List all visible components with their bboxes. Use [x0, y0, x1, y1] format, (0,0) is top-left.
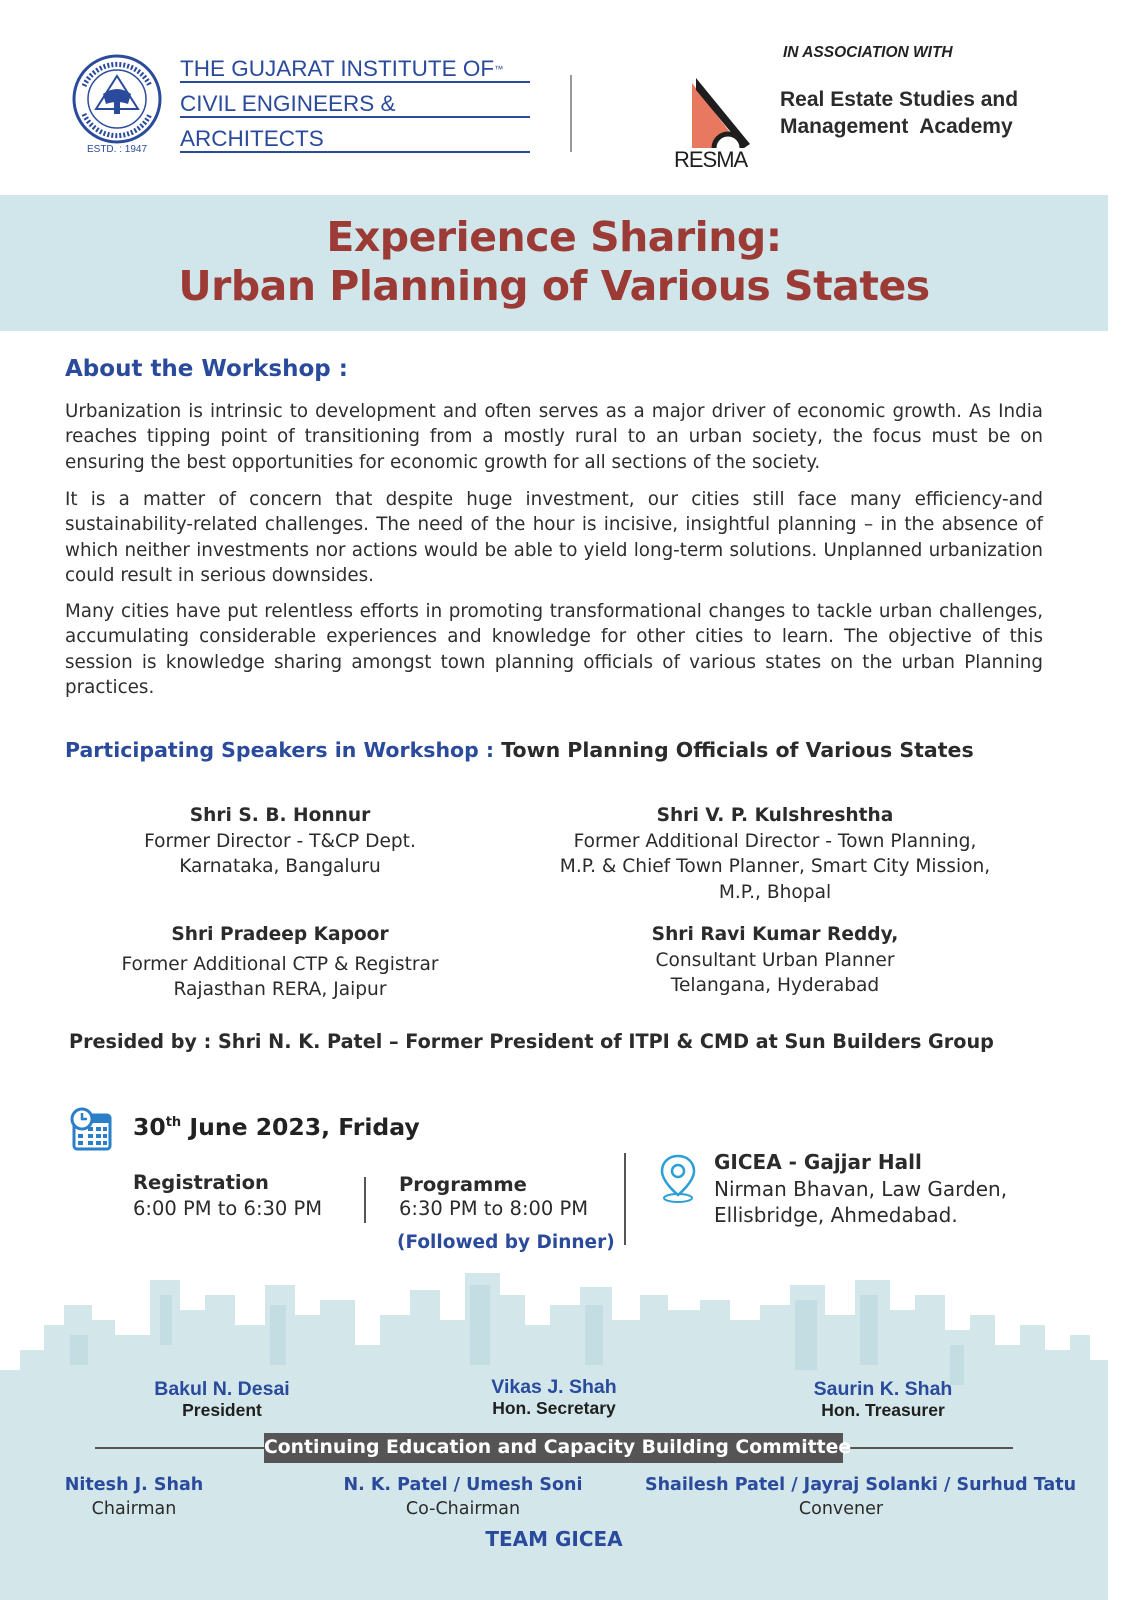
- about-heading: About the Workshop :: [65, 356, 348, 382]
- programme-label: Programme: [399, 1173, 527, 1196]
- office-bearer-president: Bakul N. Desai President: [154, 1378, 290, 1420]
- about-paragraph-3: Many cities have put relentless efforts in promoting transformational changes to tackle urban challenges, accumulating considerable experiences and knowledge for other cities to learn. The objective of this session is knowledge sharing amongst town planning officials of various states on the urban Planning practices.: [65, 601, 1043, 698]
- programme-time: 6:30 PM to 8:00 PM: [399, 1197, 589, 1220]
- registration-label: Registration: [133, 1171, 269, 1194]
- speaker-4: Shri Ravi Kumar Reddy, Consultant Urban Planner Telangana, Hyderabad: [651, 924, 899, 996]
- event-date: 30th June 2023, Friday: [133, 1113, 420, 1141]
- location-pin-icon: [658, 1153, 698, 1205]
- committee-convener: Shailesh Patel / Jayraj Solanki / Surhud Tatu Convener: [645, 1475, 1077, 1519]
- venue-divider: [624, 1153, 626, 1245]
- time-divider: [364, 1177, 366, 1223]
- speaker-3: Shri Pradeep Kapoor Former Additional CTP & Registrar Rajasthan RERA, Jaipur: [121, 924, 439, 1000]
- gicea-name: [180, 52, 530, 157]
- partner-name: Real Estate Studies and Management Academy: [780, 88, 1019, 138]
- presided-by: Presided by : Shri N. K. Patel – Former President of ITPI & CMD at Sun Builders Group: [69, 1030, 994, 1053]
- gicea-seal-logo: [70, 54, 164, 154]
- org-name-line-2: CIVIL ENGINEERS &: [180, 87, 530, 118]
- speaker-2: Shri V. P. Kulshreshtha Former Additional Director - Town Planning, M.P. & Chief Town Planner, Smart City Mission, M.P., Bhopal: [559, 805, 991, 903]
- committee-co-chairman: N. K. Patel / Umesh Soni Co-Chairman: [343, 1475, 583, 1519]
- team-signature: TEAM GICEA: [485, 1527, 623, 1551]
- title-band: [0, 195, 1108, 331]
- committee-name: Continuing Education and Capacity Building Committee: [264, 1433, 843, 1463]
- seal-established: ESTD. : 1947: [86, 144, 148, 154]
- calendar-clock-icon: [70, 1107, 114, 1153]
- about-paragraph-1: Urbanization is intrinsic to development and often serves as a major driver of economic growth. As India reaches tipping point of transitioning from a mostly rural to an urban society, the focus must be on ensuring the best opportunities for economic growth for all sections of the society.: [65, 401, 1043, 473]
- registration-time: 6:00 PM to 6:30 PM: [133, 1197, 323, 1220]
- dinner-note: (Followed by Dinner): [397, 1232, 615, 1253]
- office-bearer-treasurer: Saurin K. Shah Hon. Treasurer: [813, 1378, 953, 1420]
- committee-chairman: Nitesh J. Shah Chairman: [64, 1475, 204, 1519]
- resma-logo: [672, 78, 782, 170]
- office-bearer-secretary: Vikas J. Shah Hon. Secretary: [491, 1376, 617, 1418]
- title-line-2: Urban Planning of Various States: [178, 262, 930, 310]
- org-name-line-1: THE GUJARAT INSTITUTE OF™: [180, 52, 530, 83]
- about-paragraph-2: It is a matter of concern that despite huge investment, our cities still face many efficiency-and sustainability-related challenges. The need of the hour is incisive, insightful planning – in the absence of which neither investments nor actions would be able to yield long-term solutions. Unplanned urbanization could result in serious downsides.: [65, 489, 1043, 586]
- speaker-1: Shri S. B. Honnur Former Director - T&CP Dept. Karnataka, Bangaluru: [144, 805, 416, 877]
- venue: GICEA - Gajjar Hall Nirman Bhavan, Law Garden, Ellisbridge, Ahmedabad.: [714, 1150, 1008, 1227]
- header-divider: [570, 75, 572, 152]
- resma-logo-text: RESMA: [674, 147, 748, 170]
- title-line-1: Experience Sharing:: [326, 213, 782, 261]
- association-label: IN ASSOCIATION WITH: [783, 44, 953, 61]
- speakers-heading: Participating Speakers in Workshop : Town Planning Officials of Various States: [65, 738, 974, 762]
- org-name-line-3: ARCHITECTS: [180, 122, 530, 153]
